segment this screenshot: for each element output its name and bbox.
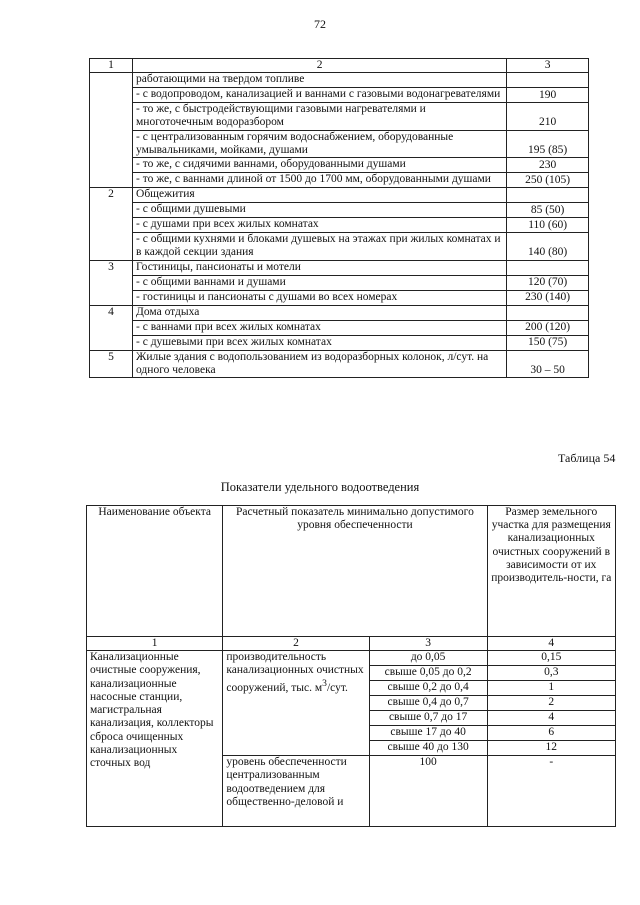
table-row bbox=[90, 260, 589, 275]
row-value: 150 (75) bbox=[507, 335, 589, 350]
land-area-value: 0,15 bbox=[487, 651, 616, 666]
row-description: работающими на твердом топливе bbox=[133, 73, 507, 88]
row-value: 195 (85) bbox=[507, 130, 589, 157]
capacity-label-sup: 3 bbox=[322, 677, 327, 689]
table-row bbox=[90, 233, 589, 260]
row-number: 5 bbox=[90, 350, 133, 377]
row-description: - с душами при всех жилых комнатах bbox=[133, 218, 507, 233]
wastewater-indicators-table bbox=[86, 505, 616, 827]
land-area-value: 6 bbox=[487, 726, 616, 741]
capacity-range: до 0,05 bbox=[369, 651, 487, 666]
row-description: Общежития bbox=[133, 188, 507, 203]
column-number: 3 bbox=[507, 59, 589, 73]
table-row bbox=[90, 188, 589, 203]
land-area-value: 12 bbox=[487, 741, 616, 756]
row-value: 200 (120) bbox=[507, 320, 589, 335]
capacity-range: свыше 40 до 130 bbox=[369, 741, 487, 756]
row-number: 4 bbox=[90, 305, 133, 350]
page-number: 72 bbox=[314, 17, 326, 31]
row-value: 85 (50) bbox=[507, 203, 589, 218]
table-row bbox=[90, 350, 589, 377]
row-description: - с общими кухнями и блоками душевых на этажах при жилых комнатах и в каждой секции здания bbox=[133, 233, 507, 260]
table-row bbox=[90, 335, 589, 350]
table-row bbox=[90, 158, 589, 173]
row-value bbox=[507, 188, 589, 203]
table-row bbox=[90, 275, 589, 290]
row-description: Дома отдыха bbox=[133, 305, 507, 320]
row-description: - с общими душевыми bbox=[133, 203, 507, 218]
row-value: 230 bbox=[507, 158, 589, 173]
capacity-range: свыше 0,2 до 0,4 bbox=[369, 681, 487, 696]
row-description: - с централизованным горячим водоснабжением, оборудованные умывальниками, мойками, душами bbox=[133, 130, 507, 157]
row-description: Гостиницы, пансионаты и мотели bbox=[133, 260, 507, 275]
land-area-value: 1 bbox=[487, 681, 616, 696]
row-description: - с общими ваннами и душами bbox=[133, 275, 507, 290]
row-description: - то же, с сидячими ваннами, оборудованными душами bbox=[133, 158, 507, 173]
header-row bbox=[90, 59, 589, 73]
row-value: 210 bbox=[507, 103, 589, 130]
table-row bbox=[90, 218, 589, 233]
column-number: 2 bbox=[133, 59, 507, 73]
row-description: - с душевыми при всех жилых комнатах bbox=[133, 335, 507, 350]
column-number: 2 bbox=[223, 637, 369, 651]
column-number: 1 bbox=[90, 59, 133, 73]
land-area-value: 4 bbox=[487, 711, 616, 726]
capacity-range: свыше 0,7 до 17 bbox=[369, 711, 487, 726]
capacity-label-cell bbox=[223, 651, 369, 756]
table-title: Показатели удельного водоотведения bbox=[220, 480, 420, 494]
row-value bbox=[507, 260, 589, 275]
row-number bbox=[90, 73, 133, 188]
service-level-value: 100 bbox=[369, 756, 487, 827]
table-row bbox=[90, 173, 589, 188]
row-number: 3 bbox=[90, 260, 133, 305]
table-row bbox=[90, 305, 589, 320]
row-value: 190 bbox=[507, 88, 589, 103]
table-row bbox=[90, 88, 589, 103]
table-row bbox=[90, 130, 589, 157]
row-description: - гостиницы и пансионаты с душами во всех номерах bbox=[133, 290, 507, 305]
capacity-range: свыше 0,4 до 0,7 bbox=[369, 696, 487, 711]
table-row bbox=[90, 203, 589, 218]
row-description: - то же, с быстродействующими газовыми нагревателями и многоточечным водоразбором bbox=[133, 103, 507, 130]
row-description: - с ваннами при всех жилых комнатах bbox=[133, 320, 507, 335]
row-value: 110 (60) bbox=[507, 218, 589, 233]
row-value: 120 (70) bbox=[507, 275, 589, 290]
column-number: 1 bbox=[87, 637, 223, 651]
table-number-label: Таблица 54 bbox=[558, 451, 616, 465]
header-object-name: Наименование объекта bbox=[87, 506, 223, 637]
table-row bbox=[90, 290, 589, 305]
capacity-range: свыше 0,05 до 0,2 bbox=[369, 666, 487, 681]
column-number: 3 bbox=[369, 637, 487, 651]
header-land-area: Размер земельного участка для размещения канализационных очистных сооружений в зависимости от их производитель-ности, га bbox=[487, 506, 616, 637]
row-description: Жилые здания с водопользованием из водоразборных колонок, л/сут. на одного человека bbox=[133, 350, 507, 377]
capacity-label-text: производительность канализационных очистных сооружений, тыс. м bbox=[226, 651, 364, 694]
row-number: 2 bbox=[90, 188, 133, 260]
row-value: 140 (80) bbox=[507, 233, 589, 260]
column-number: 4 bbox=[487, 637, 616, 651]
service-level-label: уровень обеспеченности централизованным водоотведением для общественно-деловой и bbox=[223, 756, 369, 827]
capacity-range: свыше 17 до 40 bbox=[369, 726, 487, 741]
table-row bbox=[90, 103, 589, 130]
service-level-area: - bbox=[487, 756, 616, 827]
object-name-cell: Канализационные очистные сооружения, канализационные насосные станции, магистральная канализация, коллекторы сброса очищенных канализационных сточных вод bbox=[87, 651, 223, 827]
row-value: 250 (105) bbox=[507, 173, 589, 188]
row-value: 230 (140) bbox=[507, 290, 589, 305]
table-row bbox=[90, 73, 589, 88]
capacity-label-unit: /сут. bbox=[326, 681, 348, 694]
header-indicator: Расчетный показатель минимально допустимого уровня обеспеченности bbox=[223, 506, 487, 637]
land-area-value: 0,3 bbox=[487, 666, 616, 681]
row-value bbox=[507, 305, 589, 320]
row-value bbox=[507, 73, 589, 88]
water-consumption-table bbox=[89, 58, 589, 378]
row-description: - с водопроводом, канализацией и ваннами с газовыми водонагревателями bbox=[133, 88, 507, 103]
land-area-value: 2 bbox=[487, 696, 616, 711]
row-description: - то же, с ваннами длиной от 1500 до 1700 мм, оборудованными душами bbox=[133, 173, 507, 188]
table-row bbox=[90, 320, 589, 335]
row-value: 30 – 50 bbox=[507, 350, 589, 377]
